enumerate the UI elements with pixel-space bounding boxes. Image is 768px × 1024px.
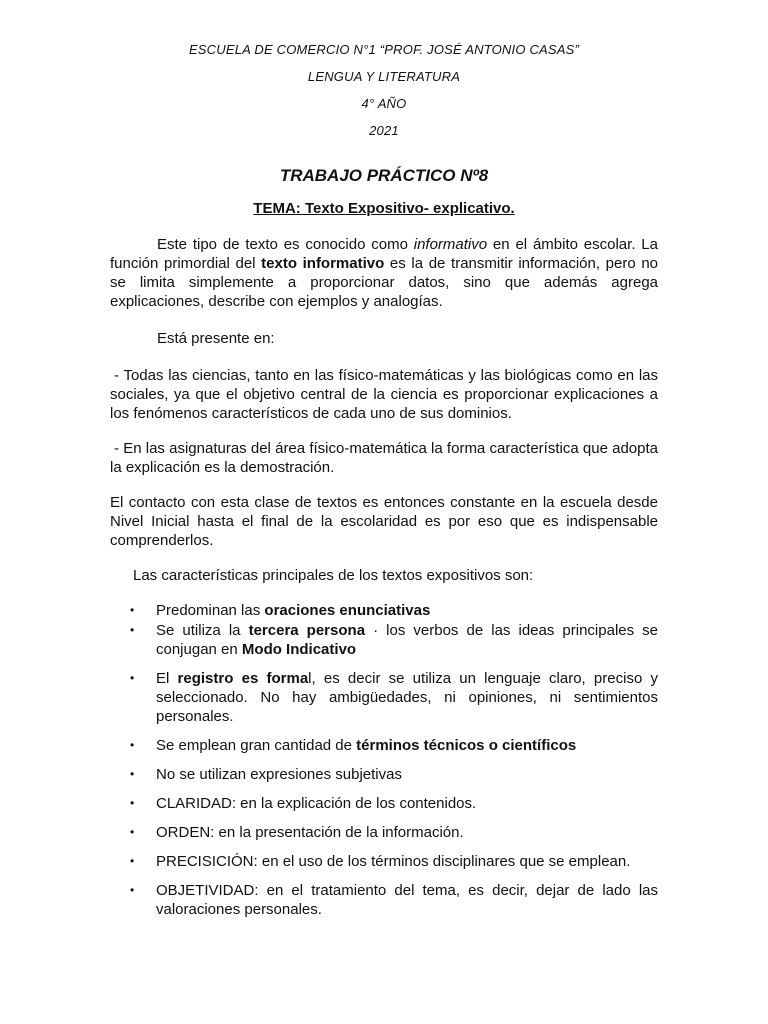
item-text: l, es decir se utiliza un lenguaje claro, preciso y seleccionado. No hay ambigüedades, ni opiniones, ni sentimientos personales. [156,670,658,725]
topic-heading: TEMA: Texto Expositivo- explicativo. [253,200,515,217]
list-item [110,823,658,842]
physics-math-paragraph: - En las asignaturas del área físico-matemática la forma característica que adopta la explicación es la demostración. [110,440,658,476]
intro-text-a: Este tipo de texto es conocido como [157,236,414,253]
item-text: CLARIDAD: en la explicación de los contenidos. [156,795,477,812]
bullet-icon: • [130,883,135,897]
grade-label: 4° AÑO [361,96,407,111]
list-item [110,621,658,659]
bullet-icon: • [130,603,135,617]
characteristics-intro: Las características principales de los textos expositivos son: [133,567,534,584]
item-text: · los verbos de las ideas principales se conjugan en [156,622,659,658]
item-text: No se utilizan expresiones subjetivas [156,766,402,783]
item-text: Predominan las [156,602,265,619]
list-item [110,765,658,784]
year-label: 2021 [369,123,399,138]
item-text: Se utiliza la [156,622,249,639]
bullet-icon: • [130,767,135,781]
subject-name: LENGUA Y LITERATURA [307,69,461,84]
sciences-paragraph: - Todas las ciencias, tanto en las físico-matemáticas y las biológicas como en las sociales, ya que el objetivo central de la ciencia es proporcionar explicaciones a los fenómenos característicos de cada uno de sus dominios. [110,367,658,422]
intro-text-bold: texto informativo [261,255,385,272]
item-bold: registro es forma [177,670,309,687]
page-title: TRABAJO PRÁCTICO Nº8 [279,166,489,185]
list-item [110,881,658,919]
bullet-icon: • [130,738,135,752]
list-item [110,601,658,620]
item-bold: Modo Indicativo [241,641,357,658]
item-text: Se emplean gran cantidad de [156,737,357,754]
list-item [110,736,658,755]
bullet-icon: • [130,623,135,637]
intro-paragraph [110,235,658,311]
item-text: ORDEN: en la presentación de la información. [156,824,464,841]
intro-text-e: es la de transmitir información, pero no se limita simplemente a proporcionar datos, sino que además agrega explicaciones, describe con ejemplos y analogías. [110,255,659,310]
item-text: El [156,670,178,687]
item-text: OBJETIVIDAD: en el tratamiento del tema, es decir, dejar de lado las valoraciones personales. [156,882,658,918]
bullet-icon: • [130,825,135,839]
list-item [110,852,658,871]
item-bold: términos técnicos o científicos [356,737,577,754]
bullet-icon: • [130,854,135,868]
bullet-icon: • [130,671,135,685]
item-text: PRECISICIÓN: en el uso de los términos disciplinares que se emplean. [156,853,631,870]
school-name: ESCUELA DE COMERCIO N°1 “PROF. JOSÉ ANTONIO CASAS” [188,42,580,57]
intro-text-c: en el ámbito escolar. La función primordial del [110,236,658,272]
characteristics-list [110,601,658,919]
school-contact-paragraph: El contacto con esta clase de textos es entonces constante en la escuela desde Nivel Inicial hasta el final de la escolaridad es por eso que es indispensable comprenderlos. [110,494,658,549]
list-item [110,669,658,726]
list-item [110,794,658,813]
intro-text-italic: informativo [413,236,488,253]
bullet-icon: • [130,796,135,810]
item-bold: oraciones enunciativas [264,602,431,619]
present-in-paragraph: Está presente en: [157,330,275,347]
item-bold: tercera persona [248,622,366,639]
